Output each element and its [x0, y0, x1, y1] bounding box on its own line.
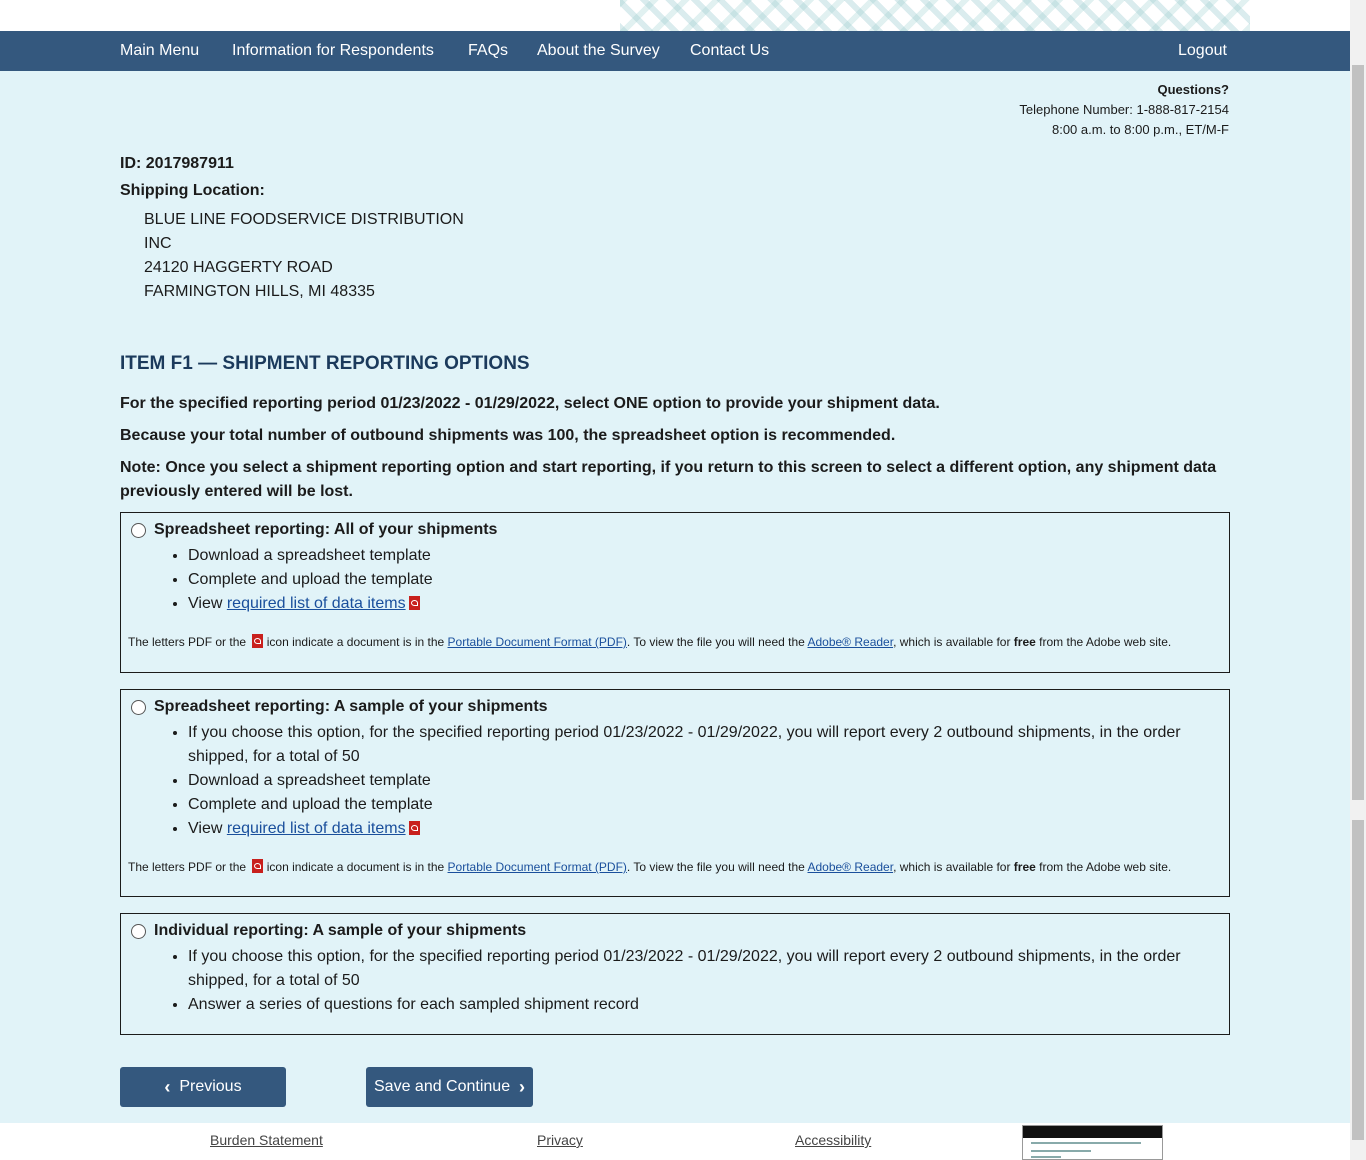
radio-individual-sample[interactable]: [131, 924, 146, 939]
list-item: • Complete and upload the template: [188, 568, 1208, 592]
list-item: • Answer a series of questions for each sampled shipment record: [188, 993, 1208, 1017]
pdf-note-text: , which is available for: [893, 860, 1011, 874]
top-banner: [0, 0, 1350, 31]
option-spreadsheet-all: [120, 512, 1230, 673]
option-title: Spreadsheet reporting: All of your shipments: [154, 521, 498, 538]
pdf-note-text: The letters PDF or the: [128, 635, 247, 649]
option-spreadsheet-sample: [120, 689, 1230, 897]
save-continue-button[interactable]: [366, 1067, 533, 1107]
option-header: [131, 922, 526, 940]
banner-pattern: [620, 0, 1250, 31]
questions-box: [1019, 80, 1229, 140]
nav-logout[interactable]: Logout: [1178, 42, 1227, 59]
option-individual-sample: [120, 913, 1230, 1035]
burden-statement-link[interactable]: Burden Statement: [210, 1132, 323, 1148]
radio-spreadsheet-sample[interactable]: [131, 700, 146, 715]
pdf-note: [128, 632, 1218, 652]
shipping-location-label: Shipping Location:: [120, 182, 265, 199]
scrollbar-thumb[interactable]: [1352, 65, 1364, 800]
accessibility-link[interactable]: Accessibility: [795, 1132, 872, 1148]
pdf-format-link[interactable]: Portable Document Format (PDF): [447, 860, 627, 874]
questions-title: Questions?: [1157, 82, 1229, 97]
view-text: View: [188, 595, 223, 612]
pdf-format-link[interactable]: Portable Document Format (PDF): [447, 635, 627, 649]
nav-about-survey[interactable]: About the Survey: [537, 42, 660, 59]
thumbnail-header: [1023, 1126, 1162, 1138]
pdf-note-text: icon indicate a document is in the: [266, 860, 445, 874]
link-text: required list of data items: [226, 820, 406, 837]
scrollbar-thumb[interactable]: [1352, 820, 1364, 1140]
list-item: • Complete and upload the template: [188, 793, 1208, 817]
thumbnail-line: [1031, 1156, 1061, 1158]
instruction-recommendation: Because your total number of outbound shipments was 100, the spreadsheet option is recommended.: [120, 427, 896, 444]
list-item: • If you choose this option, for the specified reporting period 01/23/2022 - 01/29/2022, you will report every 2 outbound shipments, in the order shipped, for a total of 50: [188, 721, 1208, 769]
chevron-right-icon: ›: [519, 1076, 525, 1097]
list-item: [188, 592, 1208, 616]
instruction-note: Note: Once you select a shipment reporting option and start reporting, if you return to this screen to select a different option, any shipment data previously entered will be lost.: [120, 459, 1217, 500]
required-data-items-link[interactable]: [227, 595, 420, 612]
instruction-period: For the specified reporting period 01/23/2022 - 01/29/2022, select ONE option to provide your shipment data.: [120, 395, 940, 412]
previous-button[interactable]: [120, 1067, 286, 1107]
view-text: View: [188, 820, 223, 837]
pdf-note-text: . To view the file you will need the: [626, 860, 805, 874]
option-title: Individual reporting: A sample of your shipments: [154, 922, 527, 939]
pdf-note-text: , which is available for: [893, 635, 1011, 649]
page-thumbnail[interactable]: [1022, 1125, 1163, 1160]
previous-label: Previous: [179, 1078, 242, 1095]
nav-info-respondents[interactable]: Information for Respondents: [232, 42, 434, 59]
radio-spreadsheet-all[interactable]: [131, 523, 146, 538]
pdf-icon: [409, 596, 420, 610]
pdf-note: [128, 857, 1218, 877]
list-item: • Download a spreadsheet template: [188, 544, 1208, 568]
telephone-number: Telephone Number: 1-888-817-2154: [1019, 102, 1229, 117]
nav-main-menu[interactable]: Main Menu: [120, 42, 200, 59]
pdf-note-text: from the Adobe web site.: [1039, 860, 1172, 874]
pdf-note-text: The letters PDF or the: [128, 860, 247, 874]
nav-faqs[interactable]: FAQs: [468, 42, 509, 59]
option-details: [168, 544, 1208, 616]
option-details: [168, 945, 1208, 1017]
save-continue-label: Save and Continue: [374, 1078, 511, 1095]
list-item: [188, 817, 1208, 841]
privacy-link[interactable]: Privacy: [537, 1132, 583, 1148]
thumbnail-line: [1031, 1150, 1091, 1152]
address-line: FARMINGTON HILLS, MI 48335: [144, 283, 375, 300]
vertical-scrollbar[interactable]: [1350, 0, 1366, 1160]
address-line: BLUE LINE FOODSERVICE DISTRIBUTION: [144, 211, 464, 228]
adobe-reader-link[interactable]: Adobe® Reader: [807, 635, 894, 649]
main-nav: [0, 31, 1350, 71]
page-title: ITEM F1 — SHIPMENT REPORTING OPTIONS: [120, 353, 530, 374]
thumbnail-line: [1031, 1142, 1141, 1144]
shipping-address: [144, 208, 464, 304]
pdf-icon: [409, 821, 420, 835]
pdf-note-text: from the Adobe web site.: [1039, 635, 1172, 649]
support-hours: 8:00 a.m. to 8:00 p.m., ET/M-F: [1051, 122, 1229, 137]
option-header: [131, 521, 497, 539]
list-item: • If you choose this option, for the specified reporting period 01/23/2022 - 01/29/2022, you will report every 2 outbound shipments, in the order shipped, for a total of 50: [188, 945, 1208, 993]
address-line: 24120 HAGGERTY ROAD: [144, 259, 333, 276]
pdf-note-free: free: [1013, 860, 1036, 874]
pdf-icon: [252, 859, 263, 873]
option-details: [168, 721, 1208, 841]
required-data-items-link[interactable]: [227, 820, 420, 837]
pdf-note-free: free: [1013, 635, 1036, 649]
link-text: required list of data items: [226, 595, 406, 612]
list-item: • Download a spreadsheet template: [188, 769, 1208, 793]
pdf-note-text: . To view the file you will need the: [626, 635, 805, 649]
chevron-left-icon: ‹: [164, 1076, 171, 1097]
address-line: INC: [144, 235, 172, 252]
adobe-reader-link[interactable]: Adobe® Reader: [807, 860, 894, 874]
option-header: [131, 698, 548, 716]
option-title: Spreadsheet reporting: A sample of your shipments: [154, 698, 548, 715]
pdf-icon: [252, 634, 263, 648]
pdf-note-text: icon indicate a document is in the: [266, 635, 445, 649]
nav-contact-us[interactable]: Contact Us: [690, 42, 770, 59]
respondent-id: ID: 2017987911: [120, 155, 234, 172]
